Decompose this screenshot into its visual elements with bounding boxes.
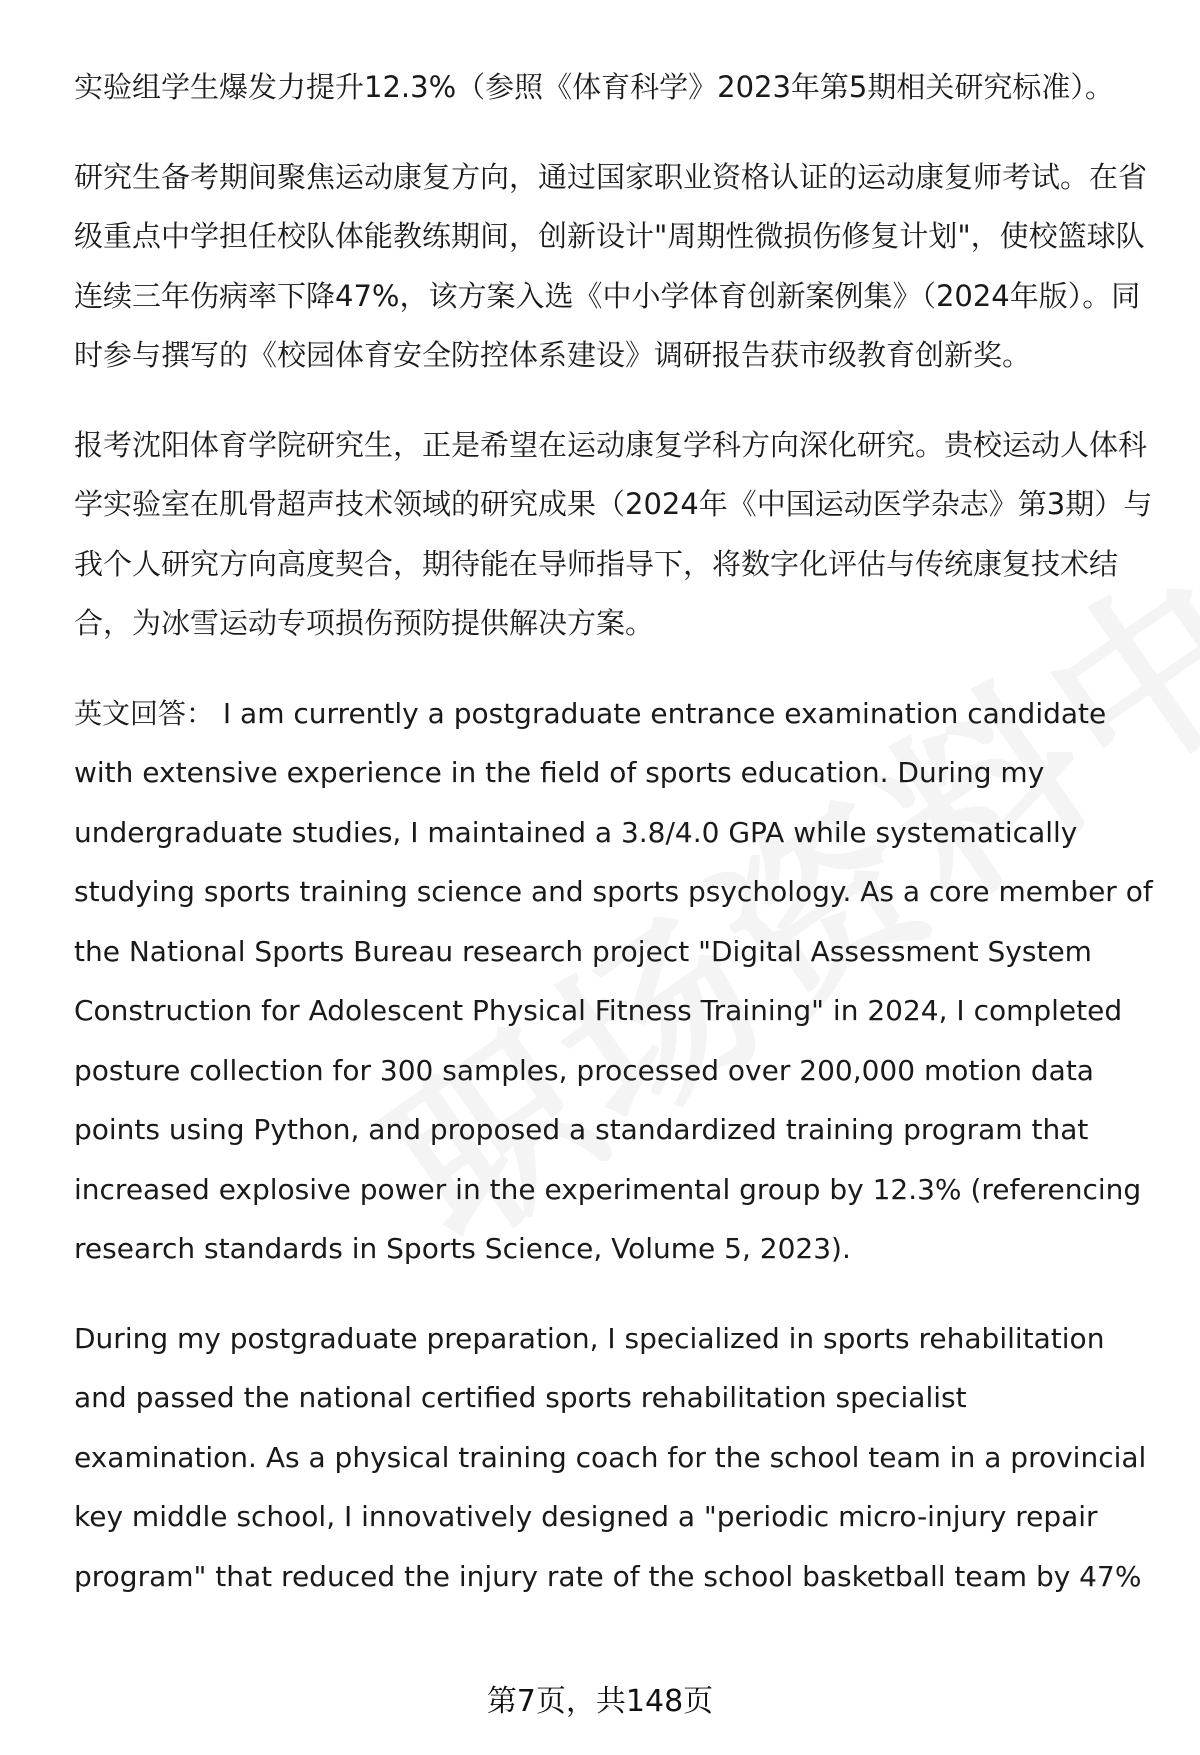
paragraph-chinese-motivation: 报考沈阳体育学院研究生，正是希望在运动康复学科方向深化研究。贵校运动人体科学实验室在肌骨超声技术领域的研究成果（2024年《中国运动医学杂志》第3期）与我个人研究方向高度契合，期待能在导师指导下，将数字化评估与传统康复技术结合，为冰雪运动专项损伤预防提供解决方案。 xyxy=(74,427,1153,640)
page-number-footer: 第7页，共148页 xyxy=(486,1684,714,1719)
paragraph-chinese-preparation: 研究生备考期间聚焦运动康复方向，通过国家职业资格认证的运动康复师考试。在省级重点中学担任校队体能教练期间，创新设计"周期性微损伤修复计划"，使校篮球队连续三年伤病率下降47%，该方案入选《中小学体育创新案例集》（2024年版）。同时参与撰写的《校园体育安全防控体系建设》调研报告获市级教育创新奖。 xyxy=(74,159,1148,372)
paragraph-english-preparation: During my postgraduate preparation, I specialized in sports rehabilitation and passed the national certified sports rehabilitation specialist examination. As a physical training coach for the school team in a provincial key middle school, I innovatively designed a "periodic micro-injury repair program" that reduced the injury rate of the school basketball team by 47% xyxy=(74,1321,1147,1593)
paragraph-english-answer: 英文回答： I am currently a postgraduate entrance examination candidate with extensive experience in the field of sports education. During my undergraduate studies, I maintained a 3.8/4.0 GPA while systematically studying sports training science and sports psychology. As a core member of the National Sports Bureau research project "Digital Assessment System Construction for Adolescent Physical Fitness Training" in 2024, I completed posture collection for 300 samples, processed over 200,000 motion data points using Python, and proposed a standardized training program that increased explosive power in the experimental group by 12.3% (referencing research standards in Sports Science, Volume 5, 2023). xyxy=(74,696,1153,1265)
paragraph-chinese-result: 实验组学生爆发力提升12.3%（参照《体育科学》2023年第5期相关研究标准）。 xyxy=(74,70,1114,104)
document-body xyxy=(74,58,1154,1636)
